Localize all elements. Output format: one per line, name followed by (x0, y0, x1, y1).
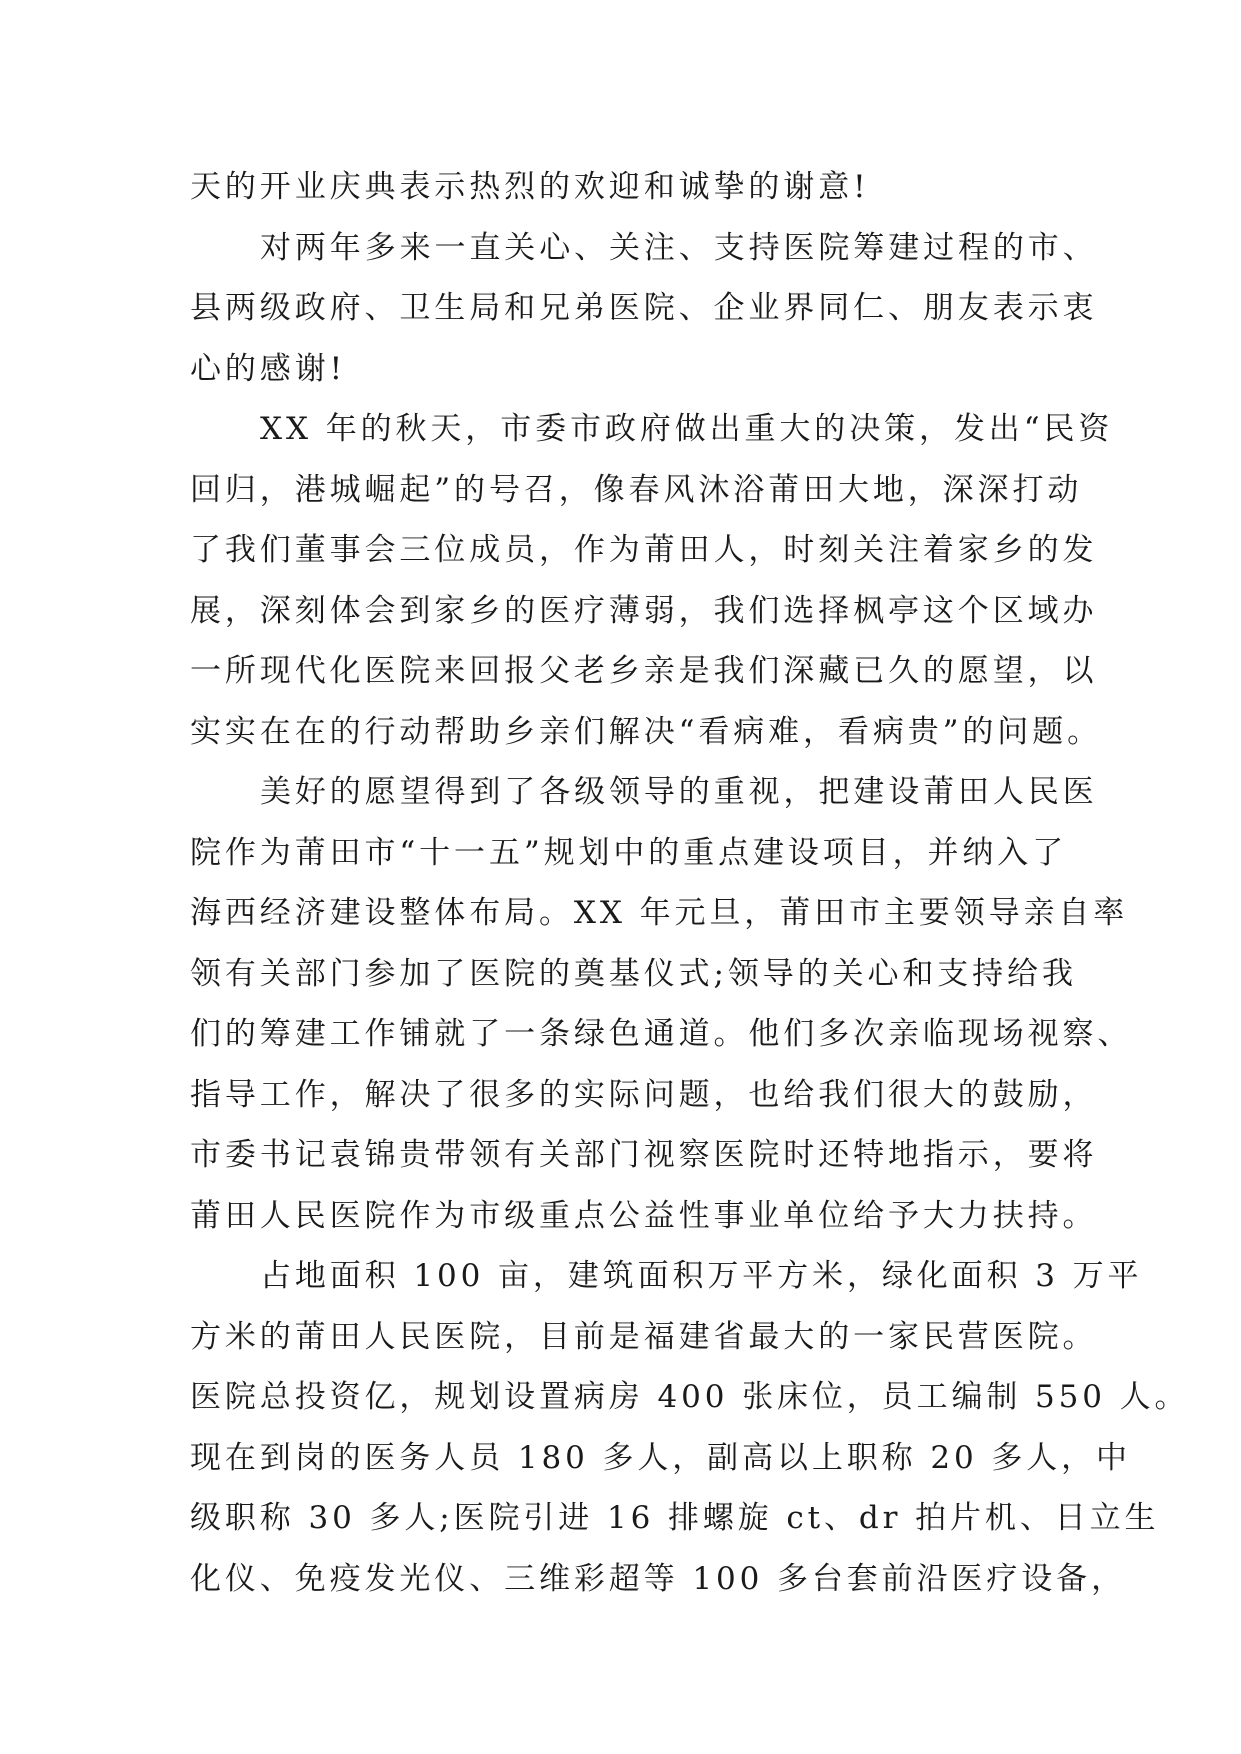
text-line: 领有关部门参加了医院的奠基仪式;领导的关心和支持给我 (190, 955, 1077, 992)
text-line: 一所现代化医院来回报父老乡亲是我们深藏已久的愿望，以 (190, 653, 1098, 689)
paragraph-4 (190, 762, 1133, 1246)
text-line: 回归，港城崛起”的号召，像春风沐浴莆田大地，深深打动 (190, 471, 1083, 508)
text-line: 天的开业庆典表示热烈的欢迎和诚挚的谢意! (190, 169, 870, 205)
text-line: 级职称 30 多人;医院引进 16 排螺旋 ct、dr 拍片机、日立生 (190, 1500, 1160, 1536)
paragraph-2 (190, 218, 1098, 400)
text-line: 县两级政府、卫生局和兄弟医院、企业界同仁、朋友表示衷 (190, 290, 1098, 326)
paragraph-5 (190, 1246, 1190, 1609)
text-line: 指导工作，解决了很多的实际问题，也给我们很大的鼓励， (190, 1076, 1098, 1113)
text-line: 实实在在的行动帮助乡亲们解决“看病难，看病贵”的问题。 (190, 713, 1102, 750)
text-line: 美好的愿望得到了各级领导的重视，把建设莆田人民医 (260, 774, 1098, 810)
text-line: 莆田人民医院作为市级重点公益性事业单位给予大力扶持。 (190, 1197, 1098, 1234)
text-line: 现在到岗的医务人员 180 多人，副高以上职称 20 多人，中 (190, 1439, 1131, 1476)
text-line: 了我们董事会三位成员，作为莆田人，时刻关注着家乡的发 (190, 532, 1098, 568)
text-line: XX 年的秋天，市委市政府做出重大的决策，发出“民资 (260, 411, 1114, 447)
text-line: 占地面积 100 亩，建筑面积万平方米，绿化面积 3 万平 (260, 1258, 1143, 1294)
text-line: 化仪、免疫发光仪、三维彩超等 100 多台套前沿医疗设备， (190, 1560, 1126, 1597)
text-line: 心的感谢! (190, 350, 346, 387)
paragraph-1 (190, 157, 1070, 218)
text-line: 对两年多来一直关心、关注、支持医院筹建过程的市、 (260, 229, 1098, 266)
paragraph-3 (190, 399, 1114, 762)
text-line: 们的筹建工作铺就了一条绿色通道。他们多次亲临现场视察、 (190, 1016, 1133, 1052)
text-line: 海西经济建设整体布局。XX 年元旦，莆田市主要领导亲自率 (190, 895, 1129, 931)
text-line: 院作为莆田市“十一五”规划中的重点建设项目，并纳入了 (190, 834, 1068, 871)
document-body (190, 157, 1190, 1609)
text-line: 方米的莆田人民医院，目前是福建省最大的一家民营医院。 (190, 1318, 1098, 1355)
text-line: 展，深刻体会到家乡的医疗薄弱，我们选择枫亭这个区域办 (190, 592, 1098, 629)
text-line: 医院总投资亿，规划设置病房 400 张床位，员工编制 550 人。 (190, 1379, 1190, 1415)
text-line: 市委书记袁锦贵带领有关部门视察医院时还特地指示，要将 (190, 1137, 1098, 1173)
